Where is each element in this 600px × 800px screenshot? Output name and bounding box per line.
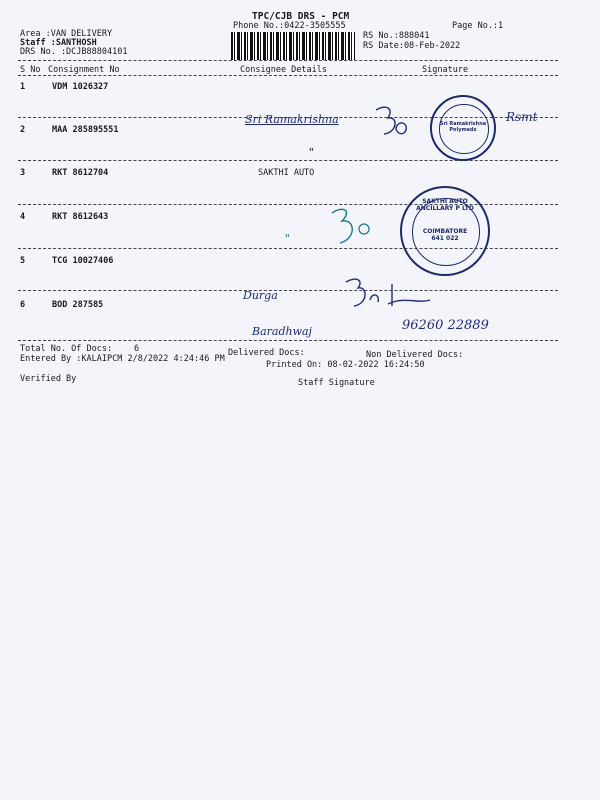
row-3-consignee: SAKTHI AUTO — [258, 168, 315, 178]
row-divider-2 — [18, 160, 558, 161]
row-6-consignment: BOD 287585 — [52, 300, 104, 310]
row-4-signature-mark — [326, 205, 376, 251]
row-2-sno: 2 — [20, 125, 26, 135]
delivered-docs-label: Delivered Docs: — [228, 348, 305, 358]
rs-number: RS No.:888041 — [363, 31, 430, 41]
header-divider-bottom — [18, 75, 558, 76]
row-3-consignment: RKT 8612704 — [52, 168, 109, 178]
non-delivered-docs-label: Non Delivered Docs: — [366, 350, 464, 360]
document-title: TPC/CJB DRS - PCM — [252, 11, 350, 22]
row-2-ditto-mark: " — [308, 146, 315, 159]
area-label: Area :VAN DELIVERY — [20, 29, 113, 39]
row-2-signature-mark — [370, 102, 410, 144]
row-6-handwritten-name: Durga — [243, 289, 278, 302]
total-docs-value: 6 — [134, 344, 140, 354]
entered-by: Entered By :KALAIPCM 2/8/2022 4:24:46 PM — [20, 354, 225, 364]
col-consignment: Consignment No — [48, 65, 120, 75]
company-stamp-1 — [430, 95, 496, 161]
row-4-consignment: RKT 8612643 — [52, 212, 109, 222]
drs-number: DRS No. :DCJB88804101 — [20, 47, 128, 57]
row-2-consignment: MAA 285895551 — [52, 125, 119, 135]
col-signature: Signature — [422, 65, 469, 75]
staff-label: Staff :SANTHOSH — [20, 38, 97, 48]
stamp-2-center: COIMBATORE 641 022 — [422, 228, 468, 242]
row-5-sno: 5 — [20, 256, 26, 266]
row-1-consignment: VDM 1026327 — [52, 82, 109, 92]
row-4-ditto-mark: " — [284, 232, 291, 245]
row-2-handwritten-name: Sri Ramakrishna — [245, 113, 339, 126]
row-5-consignment: TCG 10027406 — [52, 256, 114, 266]
phone-number: Phone No.:0422-3505555 — [233, 21, 346, 31]
company-stamp-2 — [400, 186, 490, 276]
row-6-handwritten-name-2: Baradhwaj — [252, 325, 312, 338]
row-1-sno: 1 — [20, 82, 26, 92]
printed-on: Printed On: 08-02-2022 16:24:50 — [266, 360, 425, 370]
page-number: Page No.:1 — [452, 21, 504, 31]
col-sno: S No — [20, 65, 41, 75]
row-divider-6 — [18, 340, 558, 341]
col-consignee: Consignee Details — [240, 65, 327, 75]
stamp-2-name: SAKTHI AUTO ANCILLARY P LTD — [416, 198, 474, 212]
barcode-image — [231, 32, 355, 60]
row-divider-5 — [18, 290, 558, 291]
stamp-1-text: Sri Ramakrishna Polymeds — [439, 121, 487, 133]
staff-signature-label: Staff Signature — [298, 378, 375, 388]
row-2-handwritten-sign: Rsmt — [506, 110, 538, 124]
header-divider-top — [18, 60, 558, 61]
row-4-sno: 4 — [20, 212, 26, 222]
verified-by-label: Verified By — [20, 374, 77, 384]
row-3-sno: 3 — [20, 168, 26, 178]
row-6-handwritten-phone: 96260 22889 — [402, 318, 489, 333]
row-6-signature-mark — [342, 274, 438, 314]
row-6-sno: 6 — [20, 300, 26, 310]
total-docs-label: Total No. Of Docs: — [20, 344, 113, 354]
rs-date: RS Date:08-Feb-2022 — [363, 41, 461, 51]
